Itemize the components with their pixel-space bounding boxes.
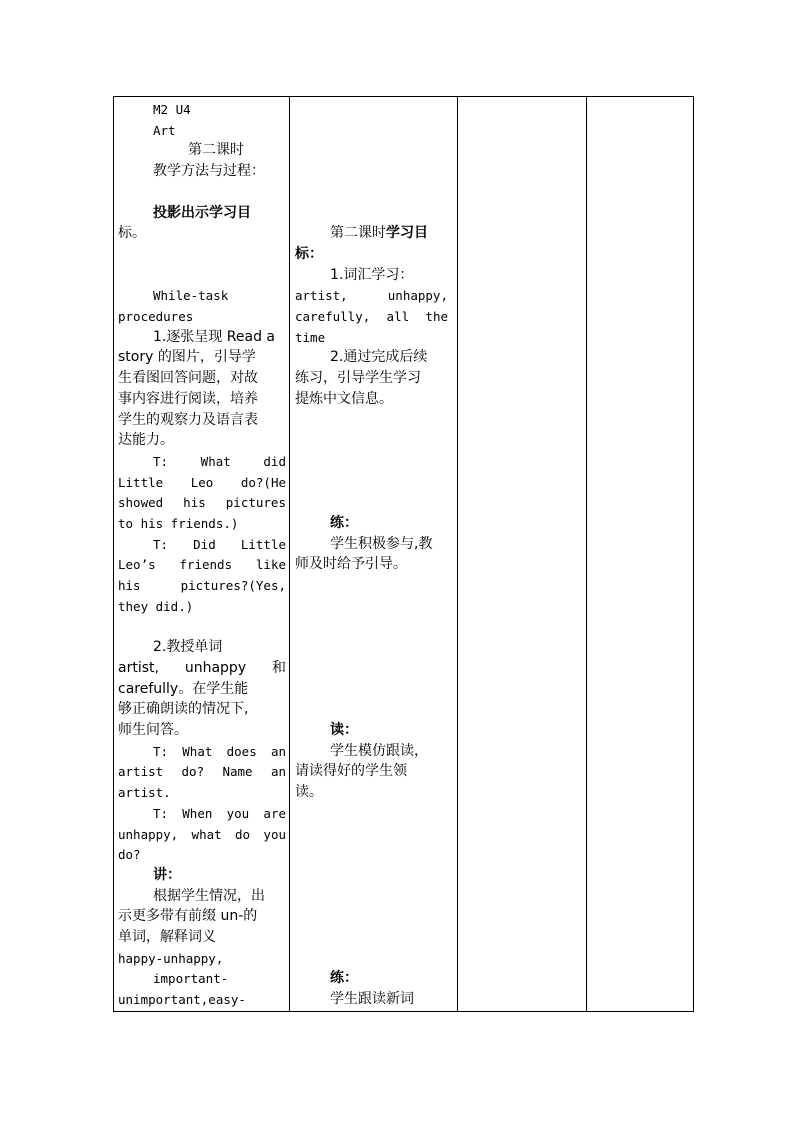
col1-text-line: story 的图片，引导学 (118, 349, 256, 366)
empty-column (590, 97, 692, 1011)
col1-text-line: 够正确朗读的情况下, (118, 701, 249, 718)
column-divider (586, 97, 587, 1011)
col1-text-line: 师生问答。 (118, 722, 188, 738)
column-divider (289, 97, 290, 1011)
col1-text-line: 讲： (153, 866, 181, 883)
col2-text-line: 2.通过完成后续 (330, 349, 428, 366)
col1-text-line: 投影出示学习目 (153, 204, 251, 221)
col1-text-line: 教学方法与过程： (153, 163, 265, 180)
col1-text-line: 生看图回答问题，对故 (118, 370, 258, 387)
column-divider (457, 97, 458, 1011)
col1-text-line: carefully。在学生能 (118, 680, 249, 697)
col2-text-line: 学生积极参与,教 (330, 535, 433, 552)
col2-text-line: 练： (330, 515, 358, 531)
col1-text-line: showed his pictures (118, 495, 286, 511)
col2-text-line: 练： (330, 970, 358, 987)
col1-text-line: While-task (153, 288, 229, 304)
col1-text-line: T: When you are (153, 805, 286, 821)
col1-text-line: 标。 (118, 225, 146, 242)
col2-text-line: 第二课时学习目 (330, 225, 428, 242)
teaching-process-column (118, 97, 286, 1011)
col1-text-line: unimportant,easy- (118, 992, 246, 1008)
col2-text-line: 提炼中文信息。 (295, 390, 393, 407)
col1-text-line: important- (153, 971, 229, 987)
col1-text-line: M2 U4 (153, 102, 191, 117)
col1-text-line: do? (118, 847, 141, 863)
col1-text-line: 单词，解释词义 (118, 929, 216, 945)
col2-text-line: 学生跟读新词 (330, 991, 414, 1008)
col2-text-line: carefully, all the (295, 309, 448, 324)
col1-text-line: his pictures?(Yes, (118, 578, 286, 594)
col2-text-line: 练习，引导学生学习 (295, 370, 421, 387)
col1-text-line: 示更多带有前缀 un-的 (118, 908, 258, 925)
col1-text-line: to his friends.) (118, 516, 239, 531)
col2-text-line: 请读得好的学生领 (295, 763, 407, 780)
col1-text-line: T: What does an (153, 743, 286, 759)
col2-text-line: 师及时给予引导。 (295, 556, 407, 573)
col1-text-line: 学生的观察力及语言表 (118, 411, 258, 428)
col1-text-line: artist, unhappy 和 (118, 659, 286, 676)
col1-text-line: 第二课时 (188, 142, 244, 159)
col1-text-line: artist do? Name an (118, 764, 286, 780)
col1-text-line: Leo’s friends like (118, 557, 286, 573)
col1-text-line: happy-unhappy, (118, 950, 224, 966)
col1-text-line: Little Leo do?(He (118, 474, 286, 490)
col2-text-line: 1.词汇学习： (330, 266, 414, 283)
col1-text-line: procedures (118, 309, 194, 324)
empty-column (461, 97, 583, 1011)
col2-text-line: 读。 (295, 784, 323, 801)
col2-text-line: 读： (330, 722, 358, 738)
lesson-plan-table (113, 96, 694, 1012)
col2-text-line: 标： (295, 245, 323, 262)
col1-text-line: Art (153, 122, 176, 138)
col1-text-line: unhappy, what do you (118, 826, 286, 842)
col2-text-line: time (295, 329, 326, 345)
col1-text-line: 事内容进行阅读，培养 (118, 390, 258, 407)
col1-text-line: 根据学生情况，出 (153, 887, 265, 904)
col2-text-line: 学生模仿跟读， (330, 742, 428, 759)
col1-text-line: T: What did (153, 453, 286, 469)
col1-text-line: artist. (118, 785, 171, 801)
col1-text-line: they did.) (118, 598, 194, 614)
learning-goals-column (295, 97, 448, 1011)
col2-text-line: artist, unhappy, (295, 288, 448, 304)
col1-text-line: T: Did Little (153, 536, 286, 552)
col1-text-line: 2.教授单词 (153, 639, 223, 656)
col1-text-line: 达能力。 (118, 432, 174, 449)
col1-text-line: 1.逐张呈现 Read a (153, 328, 276, 345)
